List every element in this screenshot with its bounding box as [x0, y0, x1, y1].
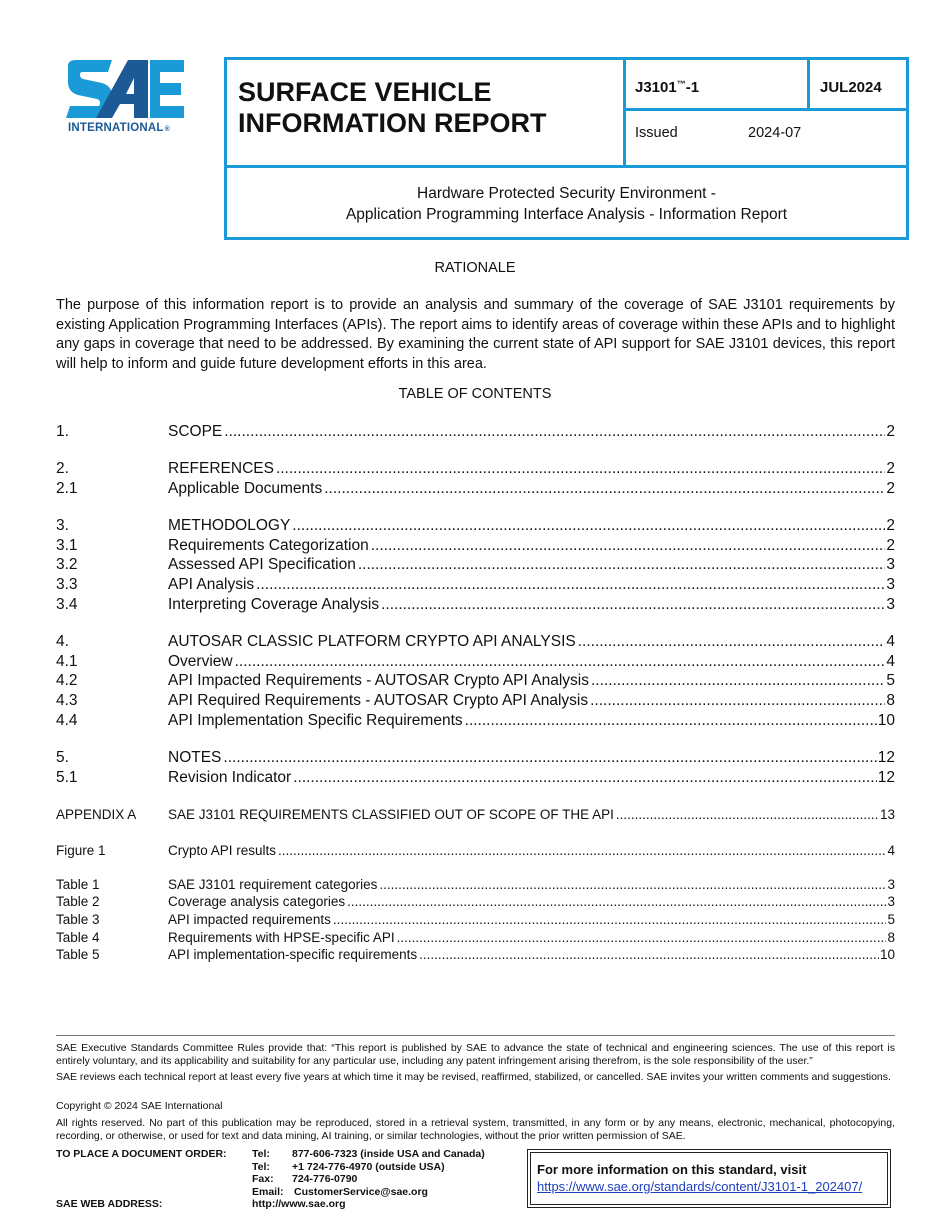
- toc-entry[interactable]: 2. REFERENCES ..... 2: [56, 460, 895, 478]
- toc-entry[interactable]: 3.4 Interpreting Coverage Analysis ..... 3: [56, 596, 895, 614]
- toc-entry[interactable]: 5. NOTES ..... 12: [56, 749, 895, 767]
- sae-logo-mark-icon: [66, 60, 186, 118]
- toc-entry[interactable]: 1. SCOPE ..... 2: [56, 423, 895, 441]
- toc-table-entry[interactable]: Table 3 API impacted requirements ..... 5: [56, 912, 895, 927]
- document-number: J3101™-1: [626, 60, 810, 111]
- document-subtitle: Hardware Protected Security Environment - Application Programming Interface Analysis - Information Report: [345, 185, 788, 223]
- toc-appendix-entry[interactable]: APPENDIX A SAE J3101 REQUIREMENTS CLASSIFIED OUT OF SCOPE OF THE API ..... 13: [56, 807, 895, 822]
- footer-divider: [56, 1035, 895, 1036]
- toc-entry[interactable]: 3. METHODOLOGY ..... 2: [56, 517, 895, 535]
- toc-entry[interactable]: 5.1 Revision Indicator ..... 12: [56, 769, 895, 787]
- toc-table-entry[interactable]: Table 1 SAE J3101 requirement categories ..... 3: [56, 877, 895, 892]
- toc-table-entry[interactable]: Table 2 Coverage analysis categories ..... 3: [56, 894, 895, 909]
- committee-rules-notice: SAE Executive Standards Committee Rules provide that: “This report is published by SAE to advance the state of technical and engineering sciences. The use of this report is entirely voluntary, and its applicability and suitability for any particular use, including any patent infringement arising therefrom, is the sole responsibility of the user.”: [56, 1042, 895, 1067]
- toc-table-entry[interactable]: Table 5 API implementation-specific requirements ..... 10: [56, 947, 895, 962]
- toc-entry[interactable]: 2.1 Applicable Documents ..... 2: [56, 480, 895, 498]
- more-info-title: For more information on this standard, visit: [537, 1162, 807, 1177]
- toc-table-entry[interactable]: Table 4 Requirements with HPSE-specific API ..... 8: [56, 930, 895, 945]
- contact-tel-international: Tel: +1 724-776-4970 (outside USA): [252, 1160, 445, 1173]
- issued-label: Issued: [635, 125, 678, 141]
- web-address-link[interactable]: http://www.sae.org: [252, 1198, 346, 1210]
- toc-entry[interactable]: 4.3 API Required Requirements - AUTOSAR Crypto API Analysis ..... 8: [56, 692, 895, 710]
- order-label: TO PLACE A DOCUMENT ORDER:: [56, 1148, 227, 1160]
- contact-tel-domestic: Tel: 877-606-7323 (inside USA and Canada): [252, 1148, 485, 1160]
- more-info-box: [527, 1149, 891, 1208]
- toc-heading: TABLE OF CONTENTS: [398, 386, 552, 402]
- rationale-heading: RATIONALE: [434, 260, 516, 276]
- contact-fax: Fax: 724-776-0790: [252, 1173, 358, 1185]
- document-date-code: JUL2024: [810, 60, 906, 111]
- copyright: Copyright © 2024 SAE International: [56, 1100, 223, 1112]
- toc-entry[interactable]: 4.4 API Implementation Specific Requirements ..... 10: [56, 712, 895, 730]
- logo-subtitle: INTERNATIONAL®: [68, 122, 171, 134]
- sae-logo: [66, 60, 192, 136]
- document-type-title: SURFACE VEHICLE INFORMATION REPORT: [227, 60, 626, 168]
- document-header: [224, 57, 909, 240]
- standard-url-link[interactable]: https://www.sae.org/standards/content/J3101-1_202407/: [537, 1179, 863, 1194]
- toc-entry[interactable]: 4.1 Overview ..... 4: [56, 653, 895, 671]
- toc-entry[interactable]: 3.3 API Analysis ..... 3: [56, 576, 895, 594]
- toc-figure-entry[interactable]: Figure 1 Crypto API results ..... 4: [56, 843, 895, 858]
- toc-entry[interactable]: 3.2 Assessed API Specification ..... 3: [56, 556, 895, 574]
- issued-field: [626, 111, 906, 168]
- contact-email[interactable]: Email: CustomerService@sae.org: [252, 1185, 428, 1198]
- rights-notice: All rights reserved. No part of this publication may be reproduced, stored in a retrieval system, transmitted, in any form or by any means, electronic, mechanical, photocopying, recording, or otherwise, or used for text and data mining, AI training, or similar technologies, without the prior written permission of SAE.: [56, 1117, 895, 1142]
- toc-entry[interactable]: 4. AUTOSAR CLASSIC PLATFORM CRYPTO API ANALYSIS ..... 4: [56, 633, 895, 651]
- toc-entry[interactable]: 3.1 Requirements Categorization ..... 2: [56, 537, 895, 555]
- rationale-body: The purpose of this information report is to provide an analysis and summary of the coverage of SAE J3101 requirements by existing Application Programming Interfaces (APIs). The report aims to identify areas of coverage within these APIs and to highlight any gaps in coverage that need to be addressed. By examining the current state of API support for SAE J3101 devices, this report will help to inform and guide future development efforts in this area.: [56, 297, 895, 372]
- web-address-label: SAE WEB ADDRESS:: [56, 1198, 163, 1210]
- review-notice: SAE reviews each technical report at least every five years at which time it may be revised, reaffirmed, stabilized, or cancelled. SAE invites your written comments and suggestions.: [56, 1071, 891, 1083]
- issued-value: 2024-07: [748, 125, 802, 141]
- toc-entry[interactable]: 4.2 API Impacted Requirements - AUTOSAR Crypto API Analysis ..... 5: [56, 672, 895, 690]
